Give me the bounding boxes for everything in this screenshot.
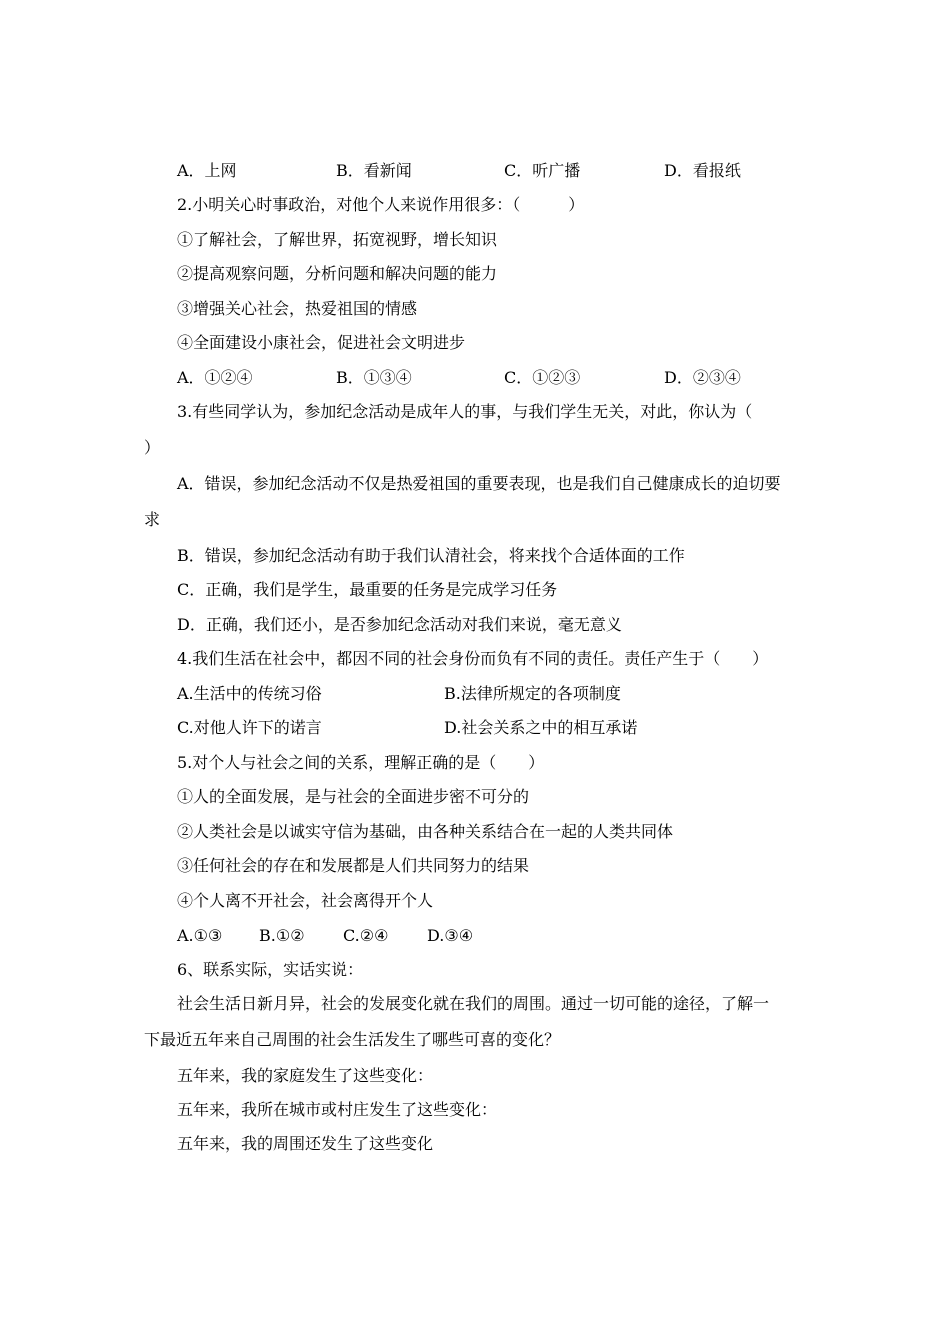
q5-option-c: C.②④ <box>343 926 389 945</box>
q3-option-b: B．错误，参加纪念活动有助于我们认清社会，将来找个合适体面的工作 <box>177 546 685 565</box>
q2-item-1: ①了解社会，了解世界，拓宽视野，增长知识 <box>177 230 498 249</box>
q3-stem-line2: ） <box>144 438 161 457</box>
q4-option-d: D.社会关系之中的相互承诺 <box>444 718 638 737</box>
q4-option-b: B.法律所规定的各项制度 <box>444 684 621 703</box>
q6-para-line1: 社会生活日新月异，社会的发展变化就在我们的周围。通过一切可能的途径，了解一 <box>177 994 770 1013</box>
q6-stem: 6、联系实际，实话实说： <box>177 960 364 979</box>
q3-option-a-line1: A．错误，参加纪念活动不仅是热爱祖国的重要表现，也是我们自己健康成长的迫切要 <box>177 474 781 493</box>
q6-answer-family: 五年来，我的家庭发生了这些变化： <box>177 1066 434 1085</box>
q2-option-a: A．①②④ <box>177 368 253 387</box>
q5-item-1: ①人的全面发展，是与社会的全面进步密不可分的 <box>177 787 530 806</box>
q6-answer-surroundings: 五年来，我的周围还发生了这些变化 <box>177 1134 434 1153</box>
q4-stem: 4.我们生活在社会中，都因不同的社会身份而负有不同的责任。责任产生于（ ） <box>177 649 769 668</box>
q1-option-d: D．看报纸 <box>664 161 741 180</box>
q2-item-4: ④全面建设小康社会，促进社会文明进步 <box>177 333 466 352</box>
q3-option-c: C．正确，我们是学生，最重要的任务是完成学习任务 <box>177 580 558 599</box>
q5-item-2: ②人类社会是以诚实守信为基础，由各种关系结合在一起的人类共同体 <box>177 822 674 841</box>
q2-item-2: ②提高观察问题，分析问题和解决问题的能力 <box>177 264 498 283</box>
q4-option-a: A.生活中的传统习俗 <box>177 684 322 703</box>
q3-option-a-line2: 求 <box>144 510 161 529</box>
q5-stem: 5.对个人与社会之间的关系，理解正确的是（ ） <box>177 753 545 772</box>
q5-option-b: B.①② <box>259 926 305 945</box>
q1-option-c: C．听广播 <box>504 161 581 180</box>
q1-option-b: B．看新闻 <box>336 161 412 180</box>
q2-option-c: C．①②③ <box>504 368 581 387</box>
q5-option-d: D.③④ <box>427 926 474 945</box>
q2-stem: 2.小明关心时事政治，对他个人来说作用很多：（ ） <box>177 195 585 214</box>
q6-para-line2: 下最近五年来自己周围的社会生活发生了哪些可喜的变化？ <box>144 1030 561 1049</box>
q3-option-d: D．正确，我们还小，是否参加纪念活动对我们来说，毫无意义 <box>177 615 622 634</box>
q5-item-3: ③任何社会的存在和发展都是人们共同努力的结果 <box>177 856 530 875</box>
q5-option-a: A.①③ <box>177 926 223 945</box>
q4-option-c: C.对他人许下的诺言 <box>177 718 322 737</box>
q2-option-d: D．②③④ <box>664 368 741 387</box>
q3-stem-line1: 3.有些同学认为，参加纪念活动是成年人的事，与我们学生无关，对此，你认为（ <box>177 402 753 421</box>
q2-option-b: B．①③④ <box>336 368 412 387</box>
q5-item-4: ④个人离不开社会，社会离得开个人 <box>177 891 434 910</box>
q6-answer-city: 五年来，我所在城市或村庄发生了这些变化： <box>177 1100 498 1119</box>
q1-option-a: A．上网 <box>177 161 237 180</box>
q2-item-3: ③增强关心社会，热爱祖国的情感 <box>177 299 418 318</box>
